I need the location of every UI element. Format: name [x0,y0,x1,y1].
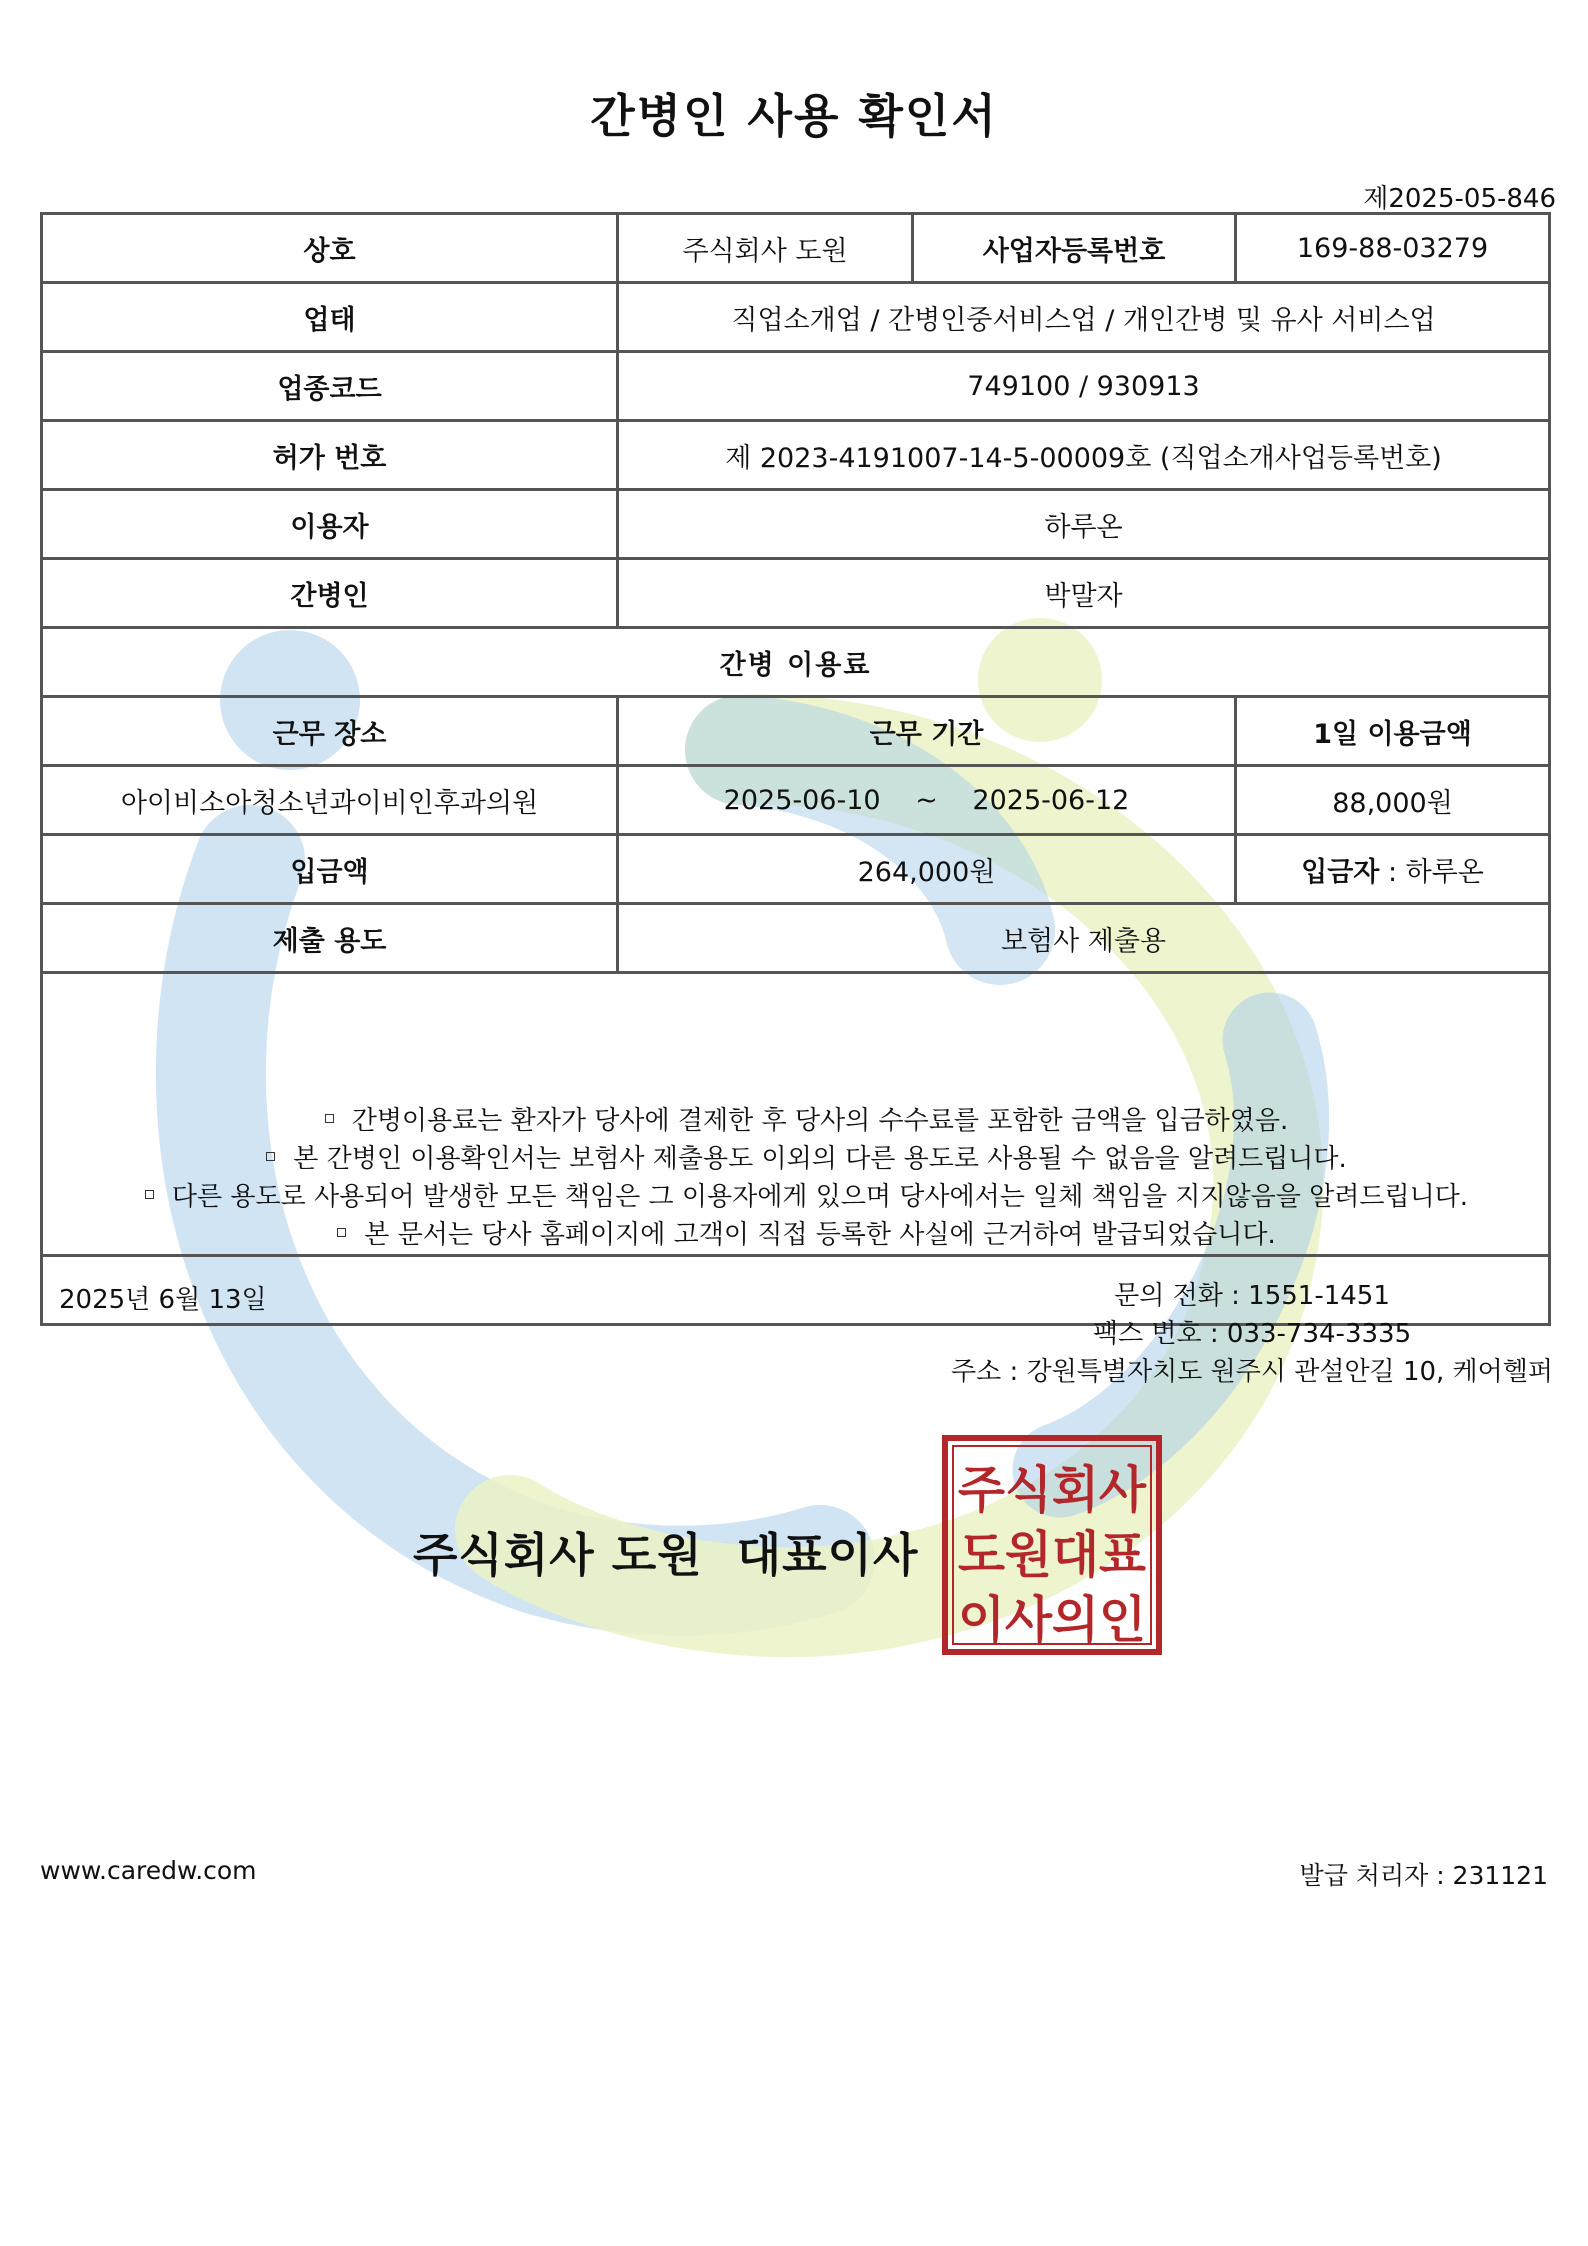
note-item [73,1216,1540,1254]
company-value: 주식회사 도원 [618,214,913,283]
company-signature: 주식회사 도원 대표이사 [413,1528,919,1582]
company-label: 상호 [42,214,618,283]
note-item [73,1140,1540,1178]
work-place-header: 근무 장소 [42,697,618,766]
purpose-row [42,904,1550,973]
business-type-row [42,283,1550,352]
caregiver-row [42,559,1550,628]
user-label: 이용자 [42,490,618,559]
contact-info [951,1277,1553,1391]
fee-section-title: 간병 이용료 [42,628,1550,697]
business-type-value: 직업소개업 / 간병인중서비스업 / 개인간병 및 유사 서비스업 [618,283,1550,352]
caregiver-value: 박말자 [618,559,1550,628]
fee-section-row [42,628,1550,697]
industry-code-value: 749100 / 930913 [618,352,1550,421]
deposit-row [42,835,1550,904]
period-separator: ~ [915,784,938,816]
caregiver-label: 간병인 [42,559,618,628]
fee-header-row [42,697,1550,766]
work-period-value [618,766,1236,835]
square-bullet-icon [266,1152,275,1161]
note-text: 본 간병인 이용확인서는 보험사 제출용도 이외의 다른 용도로 사용될 수 없음을 알려드립니다. [293,1144,1347,1174]
square-bullet-icon [337,1228,346,1237]
seal-line-1: 주식회사 [958,1461,1147,1519]
note-text: 본 문서는 당사 홈페이지에 고객이 직접 등록한 사실에 근거하여 발급되었습니다. [364,1220,1276,1250]
daily-amount-header: 1일 이용금액 [1236,697,1550,766]
seal-line-3: 이사의인 [958,1591,1146,1649]
contact-address: 주소 : 강원특별자치도 원주시 관설안길 10, 케어헬퍼 [951,1357,1554,1387]
document-number: 제2025-05-846 [1363,184,1556,214]
deposit-label: 입금액 [42,835,618,904]
work-period-header: 근무 기간 [618,697,1236,766]
depositor-label: 입금자 [1301,856,1380,888]
company-row [42,214,1550,283]
company-seal [942,1435,1162,1655]
square-bullet-icon [325,1114,334,1123]
user-row [42,490,1550,559]
seal-line-2: 도원대표 [958,1526,1147,1584]
fee-detail-row [42,766,1550,835]
contact-phone: 문의 전화 : 1551-1451 [1114,1281,1390,1311]
confirmation-table [40,212,1554,1649]
signature-cell [42,1256,1554,1649]
depositor-name: 하루온 [1405,856,1484,888]
business-type-label: 업태 [42,283,618,352]
license-row [42,421,1550,490]
note-item [73,1178,1540,1216]
license-label: 허가 번호 [42,421,618,490]
purpose-label: 제출 용도 [42,904,618,973]
signature-row [42,1256,1550,1325]
registration-label: 사업자등록번호 [913,214,1236,283]
note-item [73,1102,1540,1140]
note-text: 다른 용도로 사용되어 발생한 모든 책임은 그 이용자에게 있으며 당사에서는 일체 책임을 지지않음을 알려드립니다. [171,1182,1469,1212]
deposit-amount: 264,000원 [618,835,1236,904]
issue-date: 2025년 6월 13일 [59,1285,267,1315]
square-bullet-icon [145,1190,154,1199]
notes-list [51,974,1540,1254]
user-value: 하루온 [618,490,1550,559]
document-title: 간병인 사용 확인서 [590,89,998,143]
work-place-value: 아이비소아청소년과이비인후과의원 [42,766,618,835]
period-start: 2025-06-10 [723,784,881,816]
contact-fax: 팩스 번호 : 033-734-3335 [1092,1319,1412,1349]
issuer-info: 발급 처리자 : 231121 [1299,1861,1548,1890]
website-link[interactable]: www.caredw.com [40,1856,257,1885]
registration-value: 169-88-03279 [1236,214,1550,283]
license-value: 제 2023-4191007-14-5-00009호 (직업소개사업등록번호) [618,421,1550,490]
depositor-cell [1236,835,1550,904]
industry-code-row [42,352,1550,421]
purpose-value: 보험사 제출용 [618,904,1550,973]
industry-code-label: 업종코드 [42,352,618,421]
depositor-separator: : [1379,856,1406,888]
notes-cell [42,973,1550,1256]
period-end: 2025-06-12 [972,784,1130,816]
notes-row [42,973,1550,1256]
note-text: 간병이용료는 환자가 당사에 결제한 후 당사의 수수료를 포함한 금액을 입금하였음. [351,1106,1289,1136]
daily-amount-value: 88,000원 [1236,766,1550,835]
